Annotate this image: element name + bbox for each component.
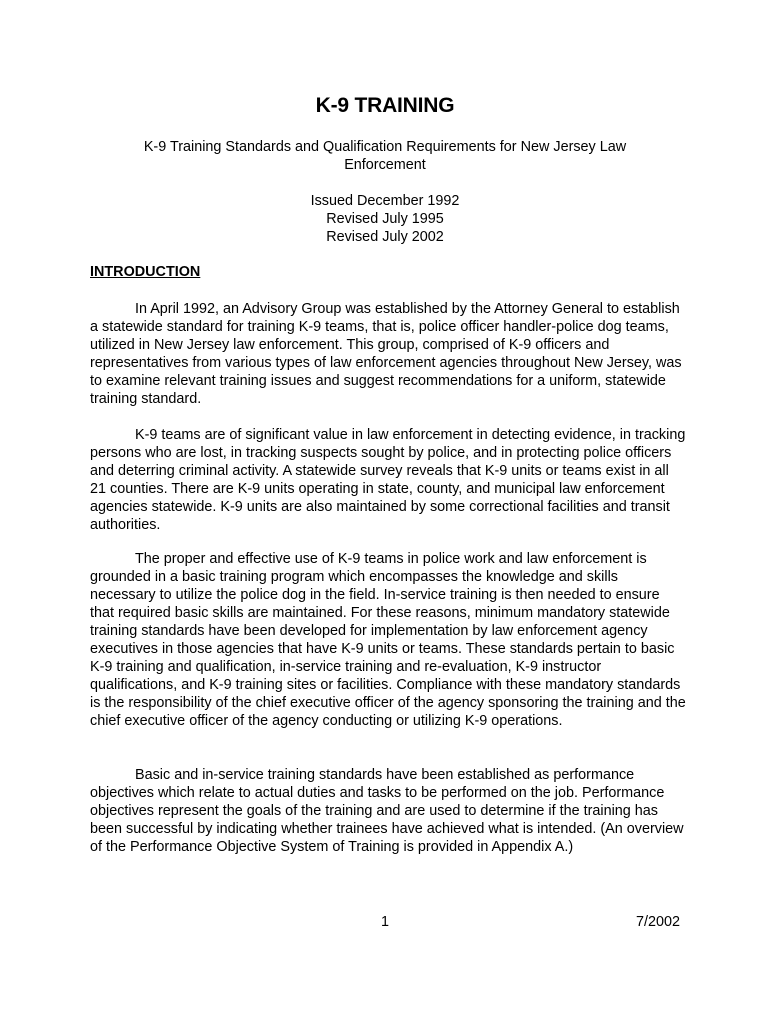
paragraph-4: Basic and in-service training standards have been established as performance objectives which relate to actual duties and tasks to be performed on the job. Performance objectives represent the goals of the training and are used to determine if the training has been successful by indicating whether trainees have achieved what is intended. (An overview of the Performance Objective System of Training is provided in Appendix A.)	[90, 767, 684, 855]
page-number: 1	[380, 914, 389, 930]
footer-date: 7/2002	[635, 914, 680, 930]
paragraph-1: In April 1992, an Advisory Group was established by the Attorney General to establish a statewide standard for training K-9 teams, that is, police officer handler-police dog teams, utilized in New Jersey law enforcement. This group, comprised of K-9 officers and representatives from various types of law enforcement agencies throughout New Jersey, was to examine relevant training issues and suggest recommendations for a uniform, statewide training standard.	[90, 301, 682, 407]
revision-history	[0, 192, 770, 246]
revised-date-1995: Revised July 1995	[326, 211, 444, 227]
paragraph-2: K-9 teams are of significant value in law enforcement in detecting evidence, in tracking persons who are lost, in tracking suspects sought by police, and in protecting police officers and deterring criminal activity. A statewide survey reveals that K-9 units or teams exist in all 21 counties. There are K-9 units operating in state, county, and municipal law enforcement agencies statewide. K-9 units are also maintained by some correctional facilities and transit authorities.	[90, 427, 686, 533]
document-subtitle: K-9 Training Standards and Qualification Requirements for New Jersey Law Enforcement	[143, 139, 627, 173]
section-heading-introduction: INTRODUCTION	[90, 264, 201, 280]
issued-date: Issued December 1992	[310, 193, 460, 209]
revised-date-2002: Revised July 2002	[326, 229, 444, 245]
document-title: K-9 TRAINING	[315, 94, 455, 117]
paragraph-3: The proper and effective use of K-9 teams in police work and law enforcement is grounded in a basic training program which encompasses the knowledge and skills necessary to utilize the police dog in the field. In-service training is then needed to ensure that required basic skills are maintained. For these reasons, minimum mandatory statewide training standards have been developed for implementation by law enforcement agency executives in those agencies that have K-9 units or teams. These standards pertain to basic K-9 training and qualification, in-service training and re-evaluation, K-9 instructor qualifications, and K-9 training sites or facilities. Compliance with these mandatory standards is the responsibility of the chief executive officer of the agency sponsoring the training and the chief executive officer of the agency conducting or utilizing K-9 operations.	[90, 551, 686, 729]
